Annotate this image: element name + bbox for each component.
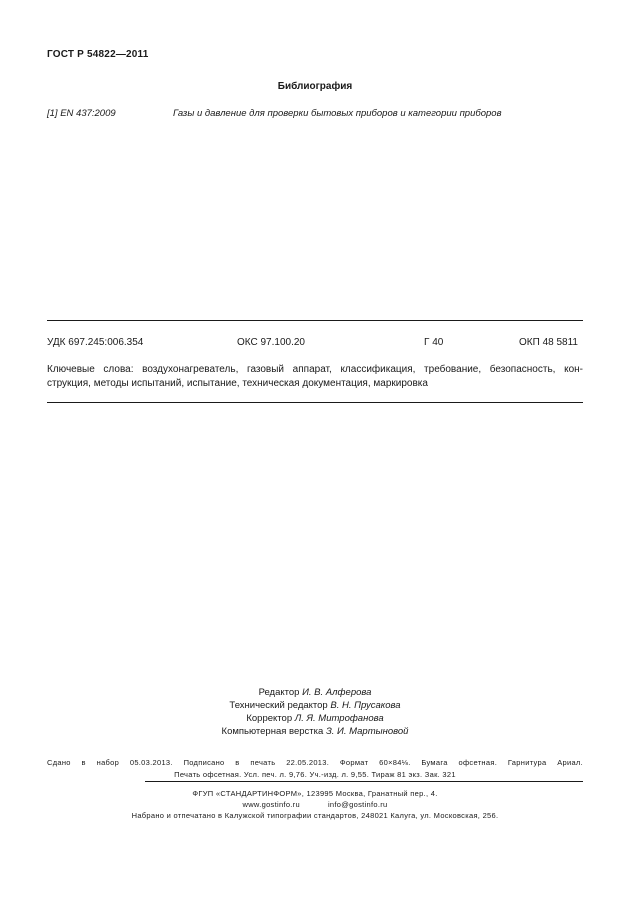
publisher-contacts [0,799,630,810]
credit-tech-editor [0,699,630,712]
divider-top [47,320,583,321]
publisher-block [0,788,630,821]
credit-name: З. И. Мартыновой [325,726,409,737]
oks-code: ОКС 97.100.20 [237,337,305,348]
keywords-line-1: Ключевые слова: воздухонагреватель, газовый аппарат, классификация, требование, безопасность, кон- [47,364,583,375]
credit-name: И. В. Алферова [302,687,372,698]
credits-block [0,686,630,738]
credit-layout [0,725,630,738]
credit-role: Редактор [258,687,300,698]
credit-editor [0,686,630,699]
credit-role: Компьютерная верстка [221,726,324,737]
imprint-line-1: Сдано в набор 05.03.2013. Подписано в печать 22.05.2013. Формат 60×84⅛. Бумага офсетная. Гарнитура Ариал. [47,758,583,767]
bibliography-entry-ref: [1] EN 437:2009 [47,108,116,119]
udk-code: УДК 697.245:006.354 [47,337,144,348]
credit-name: Л. Я. Митрофанова [294,713,384,724]
publisher-website-link[interactable]: www.gostinfo.ru [242,800,300,809]
divider-bottom [47,402,583,403]
divider-imprint [145,781,583,782]
credit-role: Корректор [246,713,293,724]
okp-code: ОКП 48 5811 [519,337,578,348]
bibliography-title: Библиография [277,81,353,92]
keywords-block [47,363,583,391]
keywords-line-2: струкция, методы испытаний, испытание, техническая документация, маркировка [47,378,428,389]
publisher-address: ФГУП «СТАНДАРТИНФОРМ», 123995 Москва, Гранатный пер., 4. [192,789,438,798]
credit-corrector [0,712,630,725]
credit-role: Технический редактор [229,700,328,711]
bibliography-entry-title: Газы и давление для проверки бытовых приборов и категории приборов [173,108,502,119]
group-code: Г 40 [424,337,444,348]
credit-name: В. Н. Прусакова [330,700,401,711]
publisher-printer: Набрано и отпечатано в Калужской типографии стандартов, 248021 Калуга, ул. Московская, 256. [131,811,499,820]
imprint-block [47,757,583,781]
imprint-line-2: Печать офсетная. Усл. печ. л. 9,76. Уч.-изд. л. 9,55. Тираж 81 экз. Зак. 321 [174,770,456,779]
standard-header: ГОСТ Р 54822—2011 [47,49,149,60]
publisher-email-link[interactable]: info@gostinfo.ru [327,800,388,809]
